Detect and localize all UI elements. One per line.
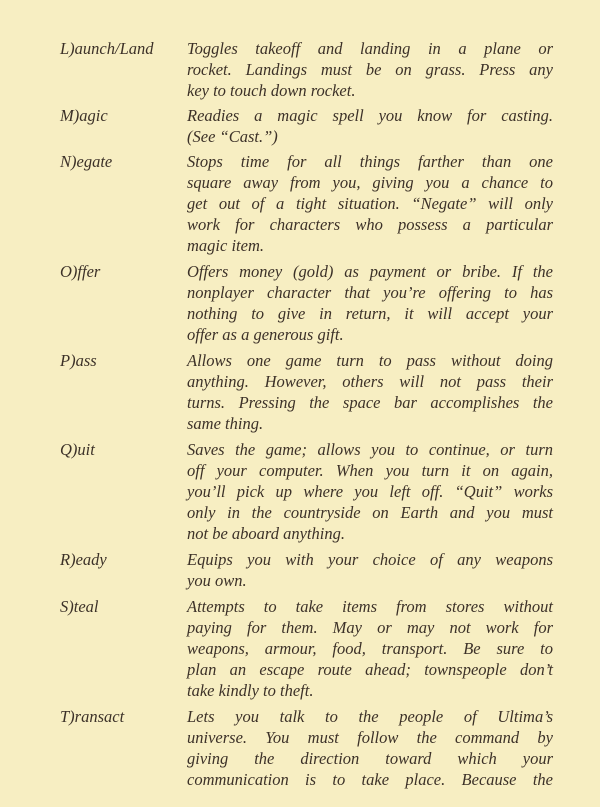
command-name: L)aunch/Land [60, 39, 154, 58]
command-description [187, 706, 553, 790]
description-line: Saves the game; allows you to continue, or turn [187, 440, 553, 459]
entry-negate [0, 151, 600, 256]
command-name: O)ffer [60, 262, 101, 281]
description-line: same thing. [187, 414, 264, 433]
description-line: Equips you with your choice of any weapons [187, 550, 553, 569]
description-line: paying for them. May or may not work for [187, 618, 553, 637]
command-description [187, 596, 553, 701]
command-name: R)eady [60, 550, 107, 569]
description-line: Allows one game turn to pass without doing [187, 351, 553, 370]
description-line: nothing to give in return, it will accept your [187, 304, 553, 323]
description-line: you’ll pick up where you left off. “Quit” works [187, 482, 553, 501]
entry-transact [0, 706, 600, 790]
description-line: get out of a tight situation. “Negate” will only [187, 194, 553, 213]
description-line: Toggles takeoff and landing in a plane or [187, 39, 553, 58]
entry-ready [0, 549, 600, 591]
entry-quit [0, 439, 600, 544]
command-description [187, 439, 553, 544]
description-line: communication is to take place. Because the [187, 770, 553, 789]
entry-steal [0, 596, 600, 701]
description-line: key to touch down rocket. [187, 81, 356, 100]
command-name: Q)uit [60, 440, 95, 459]
command-description [187, 261, 553, 345]
description-line: you own. [187, 571, 247, 590]
description-line: giving the direction toward which your [187, 749, 553, 768]
command-name: T)ransact [60, 707, 125, 726]
description-line: Attempts to take items from stores without [187, 597, 553, 616]
description-line: universe. You must follow the command by [187, 728, 553, 747]
description-line: magic item. [187, 236, 264, 255]
command-name: M)agic [60, 106, 108, 125]
description-line: turns. Pressing the space bar accomplishes the [187, 393, 553, 412]
description-line: take kindly to theft. [187, 681, 314, 700]
description-line: square away from you, giving you a chance to [187, 173, 553, 192]
command-name: P)ass [60, 351, 97, 370]
description-line: Lets you talk to the people of Ultima’s [187, 707, 553, 726]
description-line: Readies a magic spell you know for casting. [187, 106, 553, 125]
description-line: rocket. Landings must be on grass. Press any [187, 60, 553, 79]
description-line: nonplayer character that you’re offering to has [187, 283, 553, 302]
entry-offer [0, 261, 600, 345]
description-line: (See “Cast.”) [187, 127, 278, 146]
description-line: only in the countryside on Earth and you must [187, 503, 553, 522]
description-line: off your computer. When you turn it on again, [187, 461, 553, 480]
description-line: Offers money (gold) as payment or bribe. If the [187, 262, 553, 281]
description-line: anything. However, others will not pass their [187, 372, 553, 391]
entry-launch-land [0, 38, 600, 101]
entry-pass [0, 350, 600, 434]
description-line: plan an escape route ahead; townspeople don’t [187, 660, 553, 679]
description-line: offer as a generous gift. [187, 325, 344, 344]
description-line: weapons, armour, food, transport. Be sure to [187, 639, 553, 658]
description-line: Stops time for all things farther than one [187, 152, 553, 171]
command-description [187, 549, 553, 591]
command-name: N)egate [60, 152, 113, 171]
command-description [187, 105, 553, 147]
command-description [187, 38, 553, 101]
description-line: not be aboard anything. [187, 524, 345, 543]
command-name: S)teal [60, 597, 99, 616]
command-description [187, 350, 553, 434]
command-description [187, 151, 553, 256]
entry-magic [0, 105, 600, 147]
description-line: work for characters who possess a particular [187, 215, 553, 234]
